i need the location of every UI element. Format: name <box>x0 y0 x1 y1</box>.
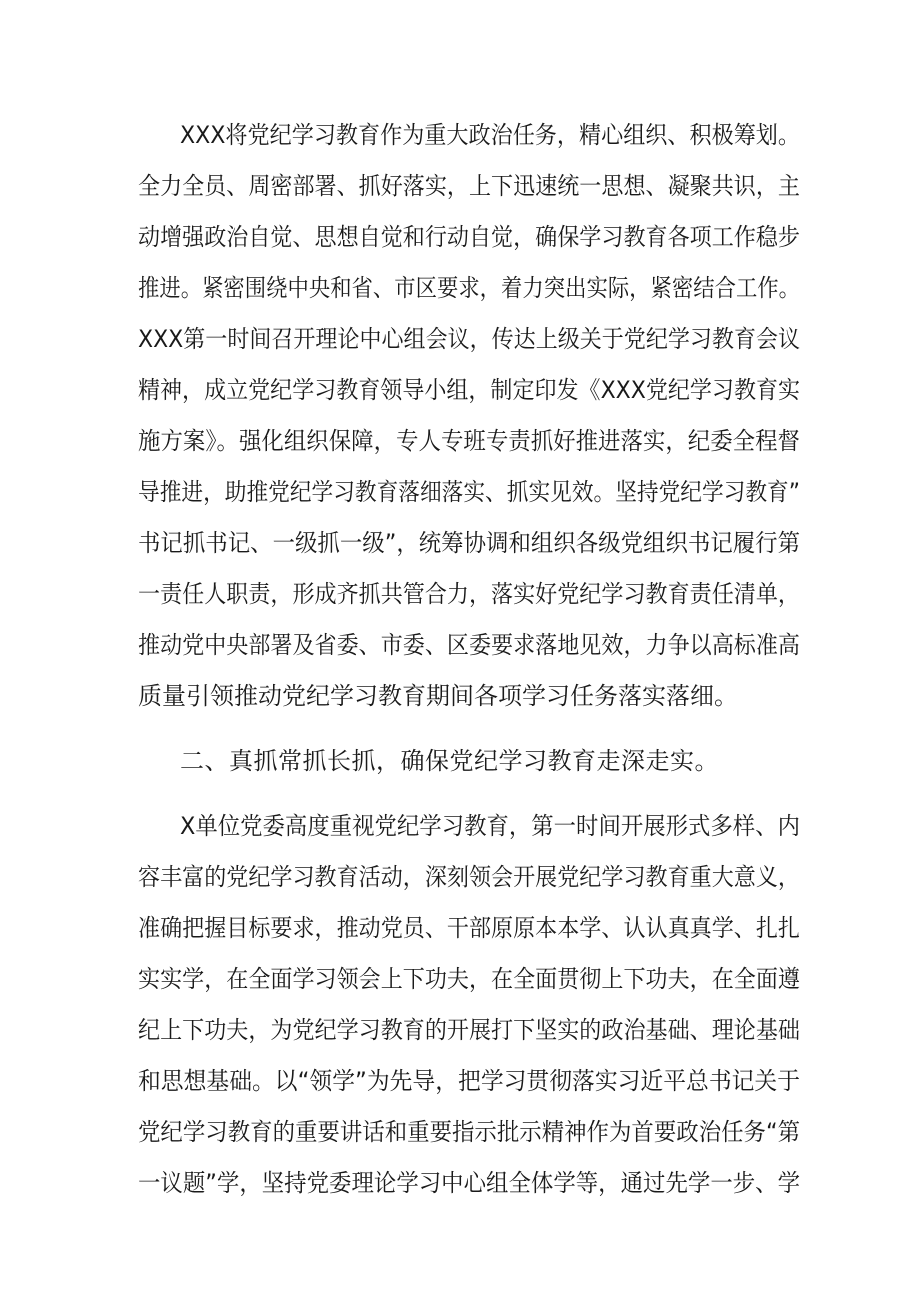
paragraph-2-line <box>0 1106 920 1158</box>
paragraph-1-line <box>0 415 920 467</box>
paragraph-1-line <box>0 160 920 212</box>
paragraph-1-line <box>0 211 920 263</box>
paragraph-1-line-1: XXX将党纪学习教育作为重大政治任务，精心组织、积极筹划。 <box>180 121 801 149</box>
paragraph-1-line <box>0 619 920 671</box>
paragraph-1-line <box>0 670 920 722</box>
paragraph-2-line-1: X单位党委高度重视党纪学习教育，第一时间开展形式多样、内 <box>180 812 801 840</box>
section-heading <box>0 735 920 787</box>
paragraph-2-line-5: 纪上下功夫，为党纪学习教育的开展打下坚实的政治基础、理论基础 <box>138 1016 800 1044</box>
paragraph-1-line <box>0 313 920 365</box>
section-heading-text: 二、真抓常抓长抓，确保党纪学习教育走深走实。 <box>180 747 719 775</box>
paragraph-2-line <box>0 1004 920 1056</box>
paragraph-1-line <box>0 364 920 416</box>
paragraph-1-line-3: 动增强政治自觉、思想自觉和行动自觉，确保学习教育各项工作稳步 <box>138 223 800 251</box>
paragraph-2-line <box>0 851 920 903</box>
paragraph-2-line <box>0 902 920 954</box>
paragraph-1-line-12: 质量引领推动党纪学习教育期间各项学习任务落实落细。 <box>138 682 738 710</box>
paragraph-1-line-10: 一责任人职责，形成齐抓共管合力，落实好党纪学习教育责任清单， <box>138 580 800 608</box>
paragraph-2-line-7: 党纪学习教育的重要讲话和重要指示批示精神作为首要政治任务“第 <box>138 1118 801 1146</box>
paragraph-2-line-3: 准确把握目标要求，推动党员、干部原原本本学、认认真真学、扎扎 <box>138 914 800 942</box>
paragraph-1-line-11: 推动党中央部署及省委、市委、区委要求落地见效，力争以高标准高 <box>138 631 800 659</box>
paragraph-1-line-7: 施方案》。强化组织保障，专人专班专责抓好推进落实，纪委全程督 <box>138 427 800 455</box>
paragraph-2-line <box>0 800 920 852</box>
paragraph-1-line-4: 推进。紧密围绕中央和省、市区要求，着力突出实际，紧密结合工作。 <box>138 274 801 302</box>
paragraph-2-line-8: 一议题”学，坚持党委理论学习中心组全体学等，通过先学一步、学 <box>138 1169 801 1197</box>
paragraph-2-line <box>0 1055 920 1107</box>
paragraph-1-line <box>0 568 920 620</box>
paragraph-1-line <box>0 109 920 161</box>
paragraph-1-line-5: XXX第一时间召开理论中心组会议，传达上级关于党纪学习教育会议 <box>138 325 801 353</box>
paragraph-1-line-6: 精神，成立党纪学习教育领导小组，制定印发《XXX党纪学习教育实 <box>138 376 801 404</box>
paragraph-1-line-8: 导推进，助推党纪学习教育落细落实、抓实见效。坚持党纪学习教育” <box>138 478 800 506</box>
paragraph-2-line <box>0 953 920 1005</box>
paragraph-1-line-9: 书记抓书记、一级抓一级”，统筹协调和组织各级党组织书记履行第 <box>138 529 801 557</box>
paragraph-1-line <box>0 262 920 314</box>
paragraph-2-line-4: 实实学，在全面学习领会上下功夫，在全面贯彻上下功夫，在全面遵 <box>138 965 800 993</box>
paragraph-2-line-2: 容丰富的党纪学习教育活动，深刻领会开展党纪学习教育重大意义， <box>138 863 800 891</box>
paragraph-2-line-6: 和思想基础。以“领学”为先导，把学习贯彻落实习近平总书记关于 <box>138 1067 801 1095</box>
paragraph-1-line-2: 全力全员、周密部署、抓好落实，上下迅速统一思想、凝聚共识，主 <box>138 172 800 200</box>
paragraph-2-line <box>0 1157 920 1209</box>
paragraph-1-line <box>0 466 920 518</box>
paragraph-1-line <box>0 517 920 569</box>
